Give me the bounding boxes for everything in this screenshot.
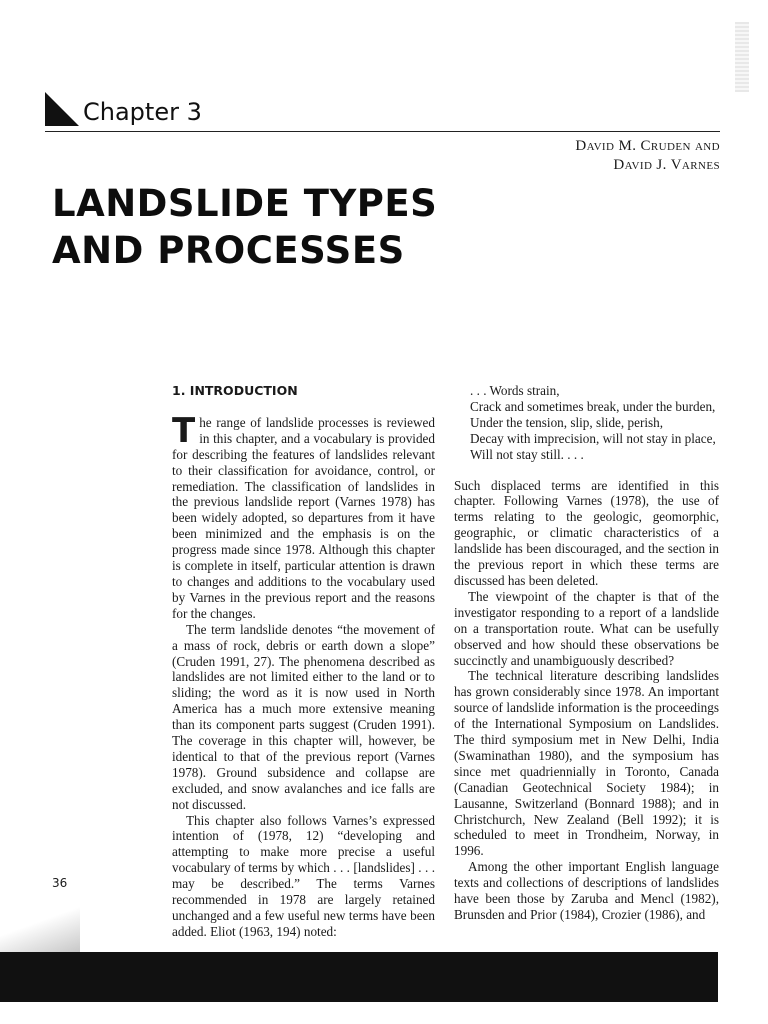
page-number: 36 [52, 876, 68, 890]
author-block [575, 137, 720, 175]
chapter-heading [45, 92, 202, 126]
scan-edge-artifact [735, 22, 749, 92]
paragraph-6: The technical literature describing landslides has grown considerably since 1978. An important source of landslide information is the proceedings of the International Symposium on Landslides. The third symposium met in New Delhi, India (Swaminathan 1980), and the symposium has since met quadriennially in Toronto, Canada (Canadian Geotechnical Society 1984); in Lausanne, Switzerland (Bonnard 1988); and in Christchurch, New Zealand (Bell 1992); it is scheduled to meet in Trondheim, Norway, in 1996. [454, 668, 719, 859]
paragraph-5: The viewpoint of the chapter is that of the investigator responding to a report of a landslide on a transportation route. What can be usefully observed and how should these observations be succinctly and unambiguously described? [454, 588, 719, 668]
paragraph-7: Among the other important English language texts and collections of descriptions of landslides have been those by Zaruba and Mencl (1982), Brunsden and Prior (1984), Crozier (1986), and [454, 859, 719, 922]
header-rule [45, 131, 720, 132]
right-text-column [454, 383, 719, 923]
scan-dark-band [0, 952, 718, 1002]
author-line-1: David M. Cruden and [575, 138, 720, 154]
paragraph-1-text: he range of landslide processes is reviewed in this chapter, and a vocabulary is provided for describing the features of landslides relevant to their classification for avoidance, control, or remediation. The classification of landslides in the previous landslide report (Varnes 1978) has been widely adopted, so departures from it have been minimized and the emphasis is on the progress made since 1978. Although this chapter is complete in itself, particular attention is drawn to changes and additions to the vocabulary used by Varnes in the previous report and the reasons for the changes. [172, 414, 435, 621]
verse-line-2: Crack and sometimes break, under the burden, [470, 398, 716, 414]
chapter-triangle-icon [45, 92, 79, 126]
paragraph-3: This chapter also follows Varnes’s expressed intention of (1978, 12) “developing and attempting to make more precise a useful vocabulary of terms by which . . . [landslides] . . . may be described.” The terms Varnes recommended in 1978 are largely retained unchanged and a few useful new terms have been added. Eliot (1963, 194) noted: [172, 812, 435, 939]
scan-shadow [0, 900, 80, 960]
paragraph-1 [172, 410, 435, 622]
author-line-2: David J. Varnes [613, 157, 720, 173]
verse-line-5: Will not stay still. . . . [470, 446, 584, 462]
paragraph-2: The term landslide denotes “the movement of a mass of rock, debris or earth down a slope” (Cruden 1991, 27). The phenomena described as landslides are not limited either to the land or to sliding; the word as it is now used in North America has a much more extensive meaning than its component parts suggest (Cruden 1991). The coverage in this chapter will, however, be identical to that of the previous report (Varnes 1978). Ground subsidence and collapse are excluded, and snow avalanches and ice falls are not discussed. [172, 621, 435, 812]
verse-line-3: Under the tension, slip, slide, perish, [470, 414, 664, 430]
verse-line-1: . . . Words strain, [470, 383, 560, 398]
chapter-title [52, 180, 437, 274]
left-text-column [172, 383, 435, 940]
title-line-1: LANDSLIDE TYPES [52, 182, 438, 225]
title-line-2: AND PROCESSES [52, 229, 405, 272]
paragraph-4: Such displaced terms are identified in this chapter. Following Varnes (1978), the use of terms relating to the geologic, geomorphic, geographic, or climatic characteristics of a landslide has been discouraged, and the section in the previous report in which these terms are discussed has been deleted. [454, 477, 719, 588]
verse-quote [470, 383, 719, 463]
chapter-label: Chapter 3 [83, 98, 202, 126]
verse-line-4: Decay with imprecision, will not stay in place, [470, 430, 716, 446]
drop-cap: T [172, 410, 196, 451]
section-heading: 1. INTRODUCTION [172, 383, 298, 398]
